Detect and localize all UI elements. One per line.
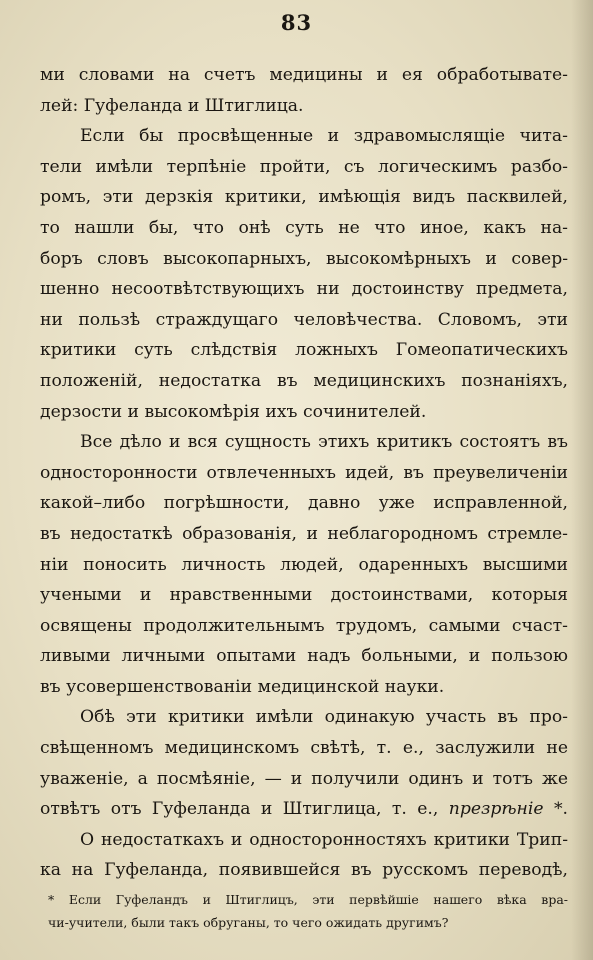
footnote-marker: * — [553, 799, 563, 820]
text-line: критики суть слѣдствія ложныхъ Гомеопатическихъ — [40, 340, 568, 361]
text-line: боръ словъ высокопарныхъ, высокомѣрныхъ и совер- — [40, 248, 568, 269]
text-line: ми словами на счетъ медицины и ея обработывате- — [40, 65, 568, 85]
text-line: какой–либо погрѣшности, давно уже исправленной, — [40, 493, 568, 514]
text-line: Все дѣло и вся сущность этихъ критикъ состоятъ въ — [80, 432, 568, 453]
text-line-with-emphasis: отвѣтъ отъ Гуфеланда и Штиглица, т. е., презрѣніе *. — [40, 799, 568, 820]
text-line: то нашли бы, что онѣ суть не что иное, какъ на- — [40, 217, 568, 238]
text-line-lead: отвѣтъ отъ Гуфеланда и Штиглица, т. е., — [40, 799, 439, 820]
text-line: освящены продолжительнымъ трудомъ, самыми счаст- — [40, 615, 568, 636]
footnote — [48, 888, 568, 934]
text-line: положеній, недостатка въ медицинскихъ познаніяхъ, — [40, 370, 568, 391]
text-line: дерзости и высокомѣрія ихъ сочинителей. — [40, 401, 427, 422]
text-line: въ усовершенствованіи медицинской науки. — [40, 676, 445, 697]
text-line: ка на Гуфеланда, появившейся въ русскомъ переводѣ, — [40, 860, 568, 881]
footnote-line: чи-учители, были такъ обруганы, то чего ожидать другимъ? — [48, 915, 449, 930]
text-line: учеными и нравственными достоинствами, которыя — [40, 585, 568, 606]
body-text — [40, 60, 568, 886]
text-line: шенно несоотвѣтствующихъ ни достоинству предмета, — [40, 279, 568, 300]
page-edge-shadow — [571, 0, 593, 960]
page-number: 83 — [280, 10, 313, 35]
text-line: ливыми личными опытами надъ больными, и пользою — [40, 646, 568, 667]
text-line: уваженіе, а посмѣяніе, — и получили одинъ и тотъ же — [40, 768, 568, 789]
footnote-line: * Если Гуфеландъ и Штиглицъ, эти первѣйшіе нашего вѣка вра- — [48, 892, 568, 907]
text-line: свѣщенномъ медицинскомъ свѣтѣ, т. е., заслужили не — [40, 738, 568, 759]
text-line: лей: Гуфеланда и Штиглица. — [40, 95, 304, 116]
text-line: Если бы просвѣщенные и здравомыслящіе чита- — [80, 126, 568, 147]
text-line: ни пользѣ страждущаго человѣчества. Словомъ, эти — [40, 309, 568, 330]
text-line: Обѣ эти критики имѣли одинакую участь въ про- — [80, 707, 568, 728]
text-line: ромъ, эти дерзкія критики, имѣющія видъ пасквилей, — [40, 187, 568, 208]
text-line: ніи поносить личность людей, одаренныхъ высшими — [40, 554, 568, 575]
text-line: въ недостаткѣ образованія, и неблагородномъ стремле- — [40, 523, 568, 544]
emphasized-word: презрѣніе — [448, 799, 544, 820]
text-line: тели имѣли терпѣніе пройти, съ логическимъ разбо- — [40, 156, 568, 177]
text-line: односторонности отвлеченныхъ идей, въ преувеличеніи — [40, 462, 568, 483]
text-line: О недостаткахъ и односторонностяхъ критики Трип- — [80, 829, 568, 850]
